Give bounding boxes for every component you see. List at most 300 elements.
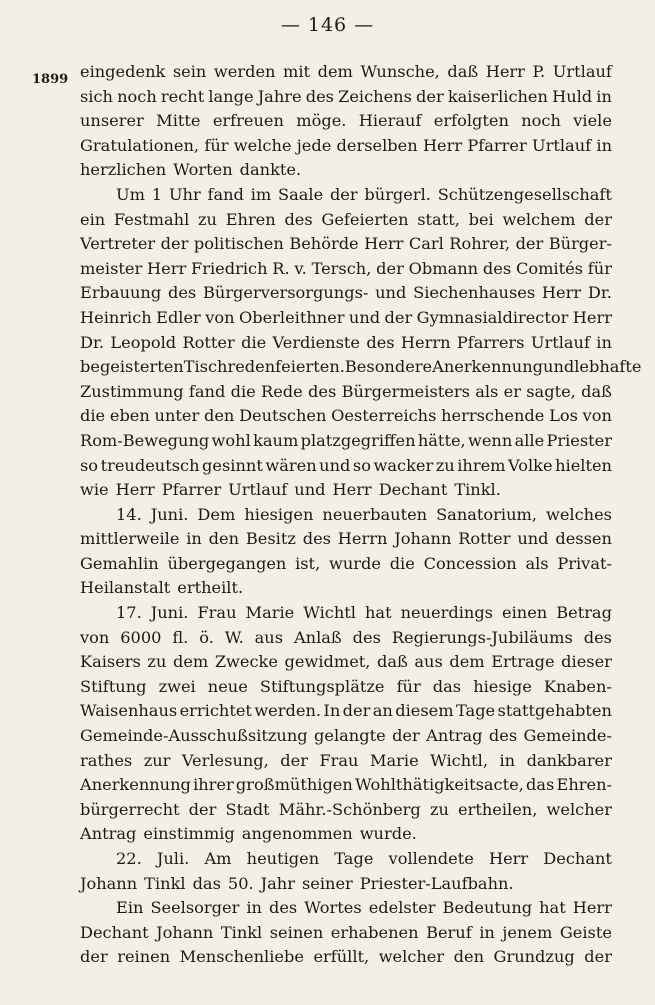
word: zwei bbox=[158, 676, 196, 696]
word: P. bbox=[532, 62, 546, 81]
word: lange bbox=[208, 86, 254, 106]
word: großmüthigen bbox=[235, 775, 353, 795]
word: Saale bbox=[278, 184, 324, 204]
word: Friedrich bbox=[191, 258, 268, 278]
word: und bbox=[294, 480, 326, 500]
word: Johann bbox=[156, 922, 214, 942]
word: ihrer bbox=[193, 775, 234, 795]
word: Besondere bbox=[344, 357, 433, 377]
word: Um bbox=[116, 184, 145, 204]
word: Priester bbox=[546, 430, 612, 450]
word: Tinkl bbox=[220, 922, 263, 942]
word: vollendete bbox=[388, 849, 474, 868]
word: recht bbox=[160, 86, 205, 106]
word: Verdienste bbox=[272, 332, 360, 352]
word: zu bbox=[435, 455, 455, 475]
word: Gemahlin bbox=[80, 553, 159, 573]
word: möge. bbox=[296, 111, 347, 131]
word: Los bbox=[549, 406, 578, 426]
word: Geiste bbox=[559, 922, 612, 942]
word: bürgerl. bbox=[364, 184, 431, 204]
word: Wohlthätigkeitsacte, bbox=[355, 775, 524, 795]
word: Herr bbox=[364, 234, 404, 254]
word: welchem bbox=[502, 209, 576, 229]
word: in bbox=[596, 135, 612, 155]
word: zur bbox=[143, 750, 171, 770]
word: Heilanstalt bbox=[80, 578, 171, 598]
word: Dechant bbox=[378, 480, 448, 500]
word: Uhr bbox=[168, 184, 201, 204]
word: der bbox=[160, 234, 189, 254]
text-line bbox=[80, 478, 612, 503]
word: des bbox=[482, 258, 512, 278]
word: politischen bbox=[193, 234, 284, 254]
word: mit bbox=[283, 62, 311, 81]
word: 1 bbox=[151, 184, 163, 204]
word: Marie bbox=[369, 750, 419, 770]
word: Anlaß bbox=[293, 627, 342, 647]
word: Herr bbox=[488, 849, 529, 868]
word: treudeutsch bbox=[100, 455, 200, 475]
word: diesem bbox=[395, 701, 454, 721]
word: Rom-Bewegung bbox=[80, 430, 210, 450]
word: des bbox=[366, 332, 395, 352]
word: Oesterreichs bbox=[331, 406, 437, 426]
word: Johann bbox=[80, 873, 138, 893]
word: Gefeierten bbox=[321, 209, 409, 229]
word: dieser bbox=[561, 652, 612, 672]
word: Dechant bbox=[543, 849, 612, 868]
word: gewidmet, bbox=[284, 652, 371, 672]
word: Ehren- bbox=[556, 775, 612, 795]
word: den bbox=[203, 406, 235, 426]
word: Grundzug bbox=[493, 947, 575, 967]
word: wären bbox=[265, 455, 317, 475]
word: in bbox=[479, 922, 495, 942]
word: hat bbox=[539, 898, 566, 918]
word: Anerkennung bbox=[80, 775, 191, 795]
word: W. bbox=[224, 627, 244, 647]
word: erfüllt, bbox=[313, 947, 370, 967]
word: jede bbox=[296, 135, 332, 155]
word: Am bbox=[204, 849, 232, 868]
word: Herr bbox=[147, 258, 187, 278]
word: für bbox=[396, 676, 421, 696]
text-line bbox=[80, 699, 612, 724]
word: Mitte bbox=[156, 111, 201, 131]
text-line bbox=[80, 626, 612, 651]
text-line bbox=[80, 724, 612, 749]
word: und bbox=[517, 529, 549, 549]
text-line bbox=[80, 872, 612, 897]
word: einstimmig bbox=[143, 824, 235, 844]
word: für bbox=[204, 135, 229, 155]
word: Juli. bbox=[156, 849, 190, 868]
word: Dr. bbox=[587, 283, 612, 303]
word: der bbox=[188, 799, 217, 819]
word: er bbox=[503, 381, 521, 401]
word: Besitz bbox=[245, 529, 296, 549]
text-line bbox=[80, 847, 612, 872]
word: 17. bbox=[116, 603, 142, 623]
text-block bbox=[80, 60, 642, 970]
word: fand bbox=[188, 381, 226, 401]
word: ist, bbox=[295, 553, 321, 573]
word: dem bbox=[317, 62, 353, 81]
word: Bürgermeisters bbox=[341, 381, 470, 401]
word: die bbox=[80, 406, 106, 426]
word: für bbox=[587, 258, 612, 278]
word: Urtlauf bbox=[531, 135, 592, 155]
word: das bbox=[526, 775, 555, 795]
word: Tage bbox=[456, 701, 496, 721]
word: den bbox=[208, 529, 240, 549]
word: begeisterten bbox=[80, 357, 184, 377]
text-line bbox=[80, 896, 612, 921]
word: Juni. bbox=[150, 504, 189, 524]
text-line bbox=[80, 183, 612, 208]
text-line bbox=[80, 355, 642, 380]
word: erfreuen bbox=[212, 111, 284, 131]
word: dem bbox=[449, 652, 485, 672]
word: Heinrich bbox=[80, 307, 152, 327]
word: Herr bbox=[572, 307, 612, 327]
word: Behörde bbox=[289, 234, 359, 254]
word: der bbox=[384, 307, 413, 327]
word: in bbox=[186, 529, 202, 549]
word: viele bbox=[573, 111, 612, 131]
word: Deutschen bbox=[239, 406, 327, 426]
word: die bbox=[241, 332, 267, 352]
text-line bbox=[80, 454, 612, 479]
word: Wichtl bbox=[303, 603, 356, 623]
word: welcher bbox=[378, 947, 445, 967]
text-line bbox=[80, 749, 612, 774]
word: Seelsorger bbox=[150, 898, 240, 918]
word: Pfarrers bbox=[456, 332, 525, 352]
word: Rotter bbox=[458, 529, 511, 549]
word: der bbox=[342, 701, 371, 721]
word: 22. bbox=[116, 849, 142, 868]
word: die bbox=[230, 381, 256, 401]
text-line bbox=[80, 404, 612, 429]
text-line bbox=[80, 85, 612, 110]
word: jenem bbox=[502, 922, 553, 942]
word: der bbox=[584, 209, 612, 229]
word: kaum bbox=[253, 430, 299, 450]
word: als bbox=[525, 553, 549, 573]
word: Pfarrer bbox=[467, 135, 527, 155]
word: Wunsche, bbox=[360, 62, 440, 81]
word: sein bbox=[172, 62, 207, 81]
word: seinen bbox=[269, 922, 324, 942]
text-line bbox=[80, 429, 612, 454]
word: unter bbox=[154, 406, 200, 426]
word: Wortes bbox=[304, 898, 362, 918]
word: statt, bbox=[417, 209, 460, 229]
word: neuerdings bbox=[400, 603, 493, 623]
word: Frau bbox=[319, 750, 359, 770]
word: noch bbox=[117, 86, 157, 106]
word: bürgerrecht bbox=[80, 799, 180, 819]
word: und bbox=[543, 357, 575, 377]
word: noch bbox=[521, 111, 561, 131]
word: Jahre bbox=[257, 86, 302, 106]
word: Beruf bbox=[426, 922, 472, 942]
word: daß bbox=[447, 62, 479, 81]
word: Kaisers bbox=[80, 652, 141, 672]
word: des bbox=[302, 529, 331, 549]
text-line bbox=[80, 208, 612, 233]
word: Mähr.-Schönberg bbox=[278, 799, 421, 819]
word: Wichtl, bbox=[430, 750, 489, 770]
word: eben bbox=[109, 406, 150, 426]
word: wurde bbox=[328, 553, 381, 573]
word: des bbox=[352, 627, 381, 647]
word: ertheilt. bbox=[177, 578, 244, 598]
text-line bbox=[80, 773, 612, 798]
text-line bbox=[80, 109, 612, 134]
word: Pfarrer bbox=[161, 480, 222, 500]
word: welche bbox=[233, 135, 292, 155]
word: Stadt bbox=[225, 799, 270, 819]
text-line bbox=[80, 921, 612, 946]
word: Gratulationen, bbox=[80, 135, 200, 155]
word: der bbox=[376, 258, 404, 278]
word: so bbox=[352, 455, 371, 475]
text-line bbox=[80, 552, 612, 577]
word: aus bbox=[254, 627, 284, 647]
word: Zeichens bbox=[338, 86, 412, 106]
word: Tinkl bbox=[144, 873, 186, 893]
word: Hierauf bbox=[358, 111, 422, 131]
word: Sanatorium, bbox=[436, 504, 537, 524]
word: Zwecke bbox=[214, 652, 278, 672]
word: Dr. bbox=[80, 332, 105, 352]
word: hiesige bbox=[473, 676, 532, 696]
word: Comités bbox=[515, 258, 583, 278]
word: einen bbox=[502, 603, 548, 623]
word: von bbox=[582, 406, 612, 426]
word: und bbox=[375, 283, 407, 303]
word: der bbox=[329, 184, 358, 204]
word: Stiftung bbox=[80, 676, 147, 696]
word: hätte, bbox=[417, 430, 466, 450]
word: Herr bbox=[485, 62, 525, 81]
word: als bbox=[475, 381, 499, 401]
word: lebhafte bbox=[574, 357, 642, 377]
word: fand bbox=[207, 184, 244, 204]
word: Priester-Laufbahn. bbox=[359, 873, 514, 893]
word: Gemeinde-Ausschußsitzung bbox=[80, 726, 308, 746]
word: Gemeinde- bbox=[523, 726, 612, 746]
word: an bbox=[372, 701, 393, 721]
word: und bbox=[348, 307, 381, 327]
word: Ein bbox=[116, 898, 144, 918]
word: Menschenliebe bbox=[179, 947, 304, 967]
word: der bbox=[416, 86, 444, 106]
word: des bbox=[268, 898, 298, 918]
word: dankte. bbox=[239, 160, 302, 180]
text-line bbox=[80, 675, 612, 700]
word: Ehren bbox=[225, 209, 276, 229]
word: Rotter bbox=[182, 332, 235, 352]
word: aus bbox=[414, 652, 443, 672]
word: gelangte bbox=[314, 726, 386, 746]
word: Volke bbox=[508, 455, 553, 475]
word: Obmann bbox=[408, 258, 479, 278]
word: stattgehabten bbox=[497, 701, 612, 721]
word: dem bbox=[172, 652, 209, 672]
word: 50. bbox=[227, 873, 254, 893]
text-line bbox=[80, 257, 612, 282]
word: hiesigen bbox=[244, 504, 314, 524]
word: der bbox=[280, 750, 308, 770]
word: daß bbox=[377, 652, 408, 672]
word: rathes bbox=[80, 750, 133, 770]
word: heutigen bbox=[246, 849, 320, 868]
word: Edler bbox=[156, 307, 201, 327]
word: Betrag bbox=[556, 603, 612, 623]
word: Bürgerversorgungs- bbox=[203, 283, 369, 303]
text-line bbox=[80, 822, 612, 847]
text-line bbox=[80, 650, 612, 675]
word: dankbarer bbox=[526, 750, 612, 770]
word: und bbox=[319, 455, 351, 475]
word: seiner bbox=[301, 873, 353, 893]
word: errichtet bbox=[179, 701, 252, 721]
word: welcher bbox=[546, 799, 612, 819]
word: angenommen bbox=[241, 824, 353, 844]
word: reinen bbox=[117, 947, 171, 967]
word: erfolgten bbox=[433, 111, 509, 131]
word: Stiftungsplätze bbox=[259, 676, 385, 696]
word: Anerkennung bbox=[432, 357, 544, 377]
text-line bbox=[80, 380, 612, 405]
word: Worten bbox=[173, 160, 233, 180]
word: Dechant bbox=[80, 922, 149, 942]
word: Oberleithner bbox=[238, 307, 345, 327]
word: des bbox=[305, 86, 334, 106]
page-number: — 146 — bbox=[280, 14, 375, 36]
word: wenn bbox=[467, 430, 513, 450]
word: Frau bbox=[197, 603, 237, 623]
word: der bbox=[515, 234, 544, 254]
text-line bbox=[80, 601, 612, 626]
word: sagte, bbox=[526, 381, 576, 401]
word: wohl bbox=[211, 430, 251, 450]
text-line bbox=[80, 281, 612, 306]
word: erhabenen bbox=[330, 922, 419, 942]
word: unserer bbox=[80, 111, 144, 131]
word: ertheilen, bbox=[458, 799, 538, 819]
word: das bbox=[432, 676, 462, 696]
word: 6000 bbox=[120, 627, 162, 647]
word: Erbauung bbox=[80, 283, 162, 303]
word: zu bbox=[198, 209, 217, 229]
word: von bbox=[205, 307, 235, 327]
word: Privat- bbox=[557, 553, 612, 573]
text-line bbox=[80, 945, 612, 970]
word: mittlerweile bbox=[80, 529, 180, 549]
word: v. bbox=[294, 258, 307, 278]
margin-year: 1899 bbox=[32, 72, 69, 87]
word: Leopold bbox=[110, 332, 177, 352]
word: Knaben- bbox=[543, 676, 612, 696]
text-line bbox=[80, 527, 612, 552]
word: Rohrer, bbox=[449, 234, 511, 254]
word: wie bbox=[80, 480, 109, 500]
word: Bedeutung bbox=[442, 898, 533, 918]
word: Jahr bbox=[260, 873, 295, 893]
word: übergegangen bbox=[167, 553, 287, 573]
word: alle bbox=[514, 430, 545, 450]
word: herzlichen bbox=[80, 160, 167, 180]
word: in bbox=[246, 898, 262, 918]
word: welches bbox=[546, 504, 612, 524]
word: Gymnasialdirector bbox=[416, 307, 569, 327]
word: Tinkl. bbox=[454, 480, 501, 500]
word: meister bbox=[80, 258, 143, 278]
word: R. bbox=[272, 258, 290, 278]
word: Herrn bbox=[337, 529, 388, 549]
word: zu bbox=[429, 799, 449, 819]
word: ein bbox=[80, 209, 106, 229]
word: des bbox=[308, 381, 337, 401]
word: hielten bbox=[555, 455, 612, 475]
word: Siechenhauses bbox=[413, 283, 536, 303]
text-line bbox=[80, 60, 612, 85]
word: Herr bbox=[422, 135, 463, 155]
word: Dem bbox=[197, 504, 236, 524]
word: Schützengesellschaft bbox=[437, 184, 612, 204]
word: zu bbox=[147, 652, 167, 672]
word: dessen bbox=[555, 529, 612, 549]
text-line bbox=[80, 576, 612, 601]
word: edelster bbox=[368, 898, 436, 918]
word: Juni. bbox=[150, 603, 189, 623]
word: des bbox=[167, 283, 197, 303]
word: Concession bbox=[423, 553, 517, 573]
word: In bbox=[323, 701, 341, 721]
word: Rede bbox=[261, 381, 303, 401]
word: Herrn bbox=[400, 332, 451, 352]
word: Antrag bbox=[426, 726, 483, 746]
word: der bbox=[80, 947, 108, 967]
word: werden bbox=[213, 62, 276, 81]
word: Herr bbox=[572, 898, 612, 918]
text-line bbox=[80, 232, 612, 257]
word: hat bbox=[365, 603, 392, 623]
word: Verlesung, bbox=[181, 750, 269, 770]
text-line bbox=[80, 134, 612, 159]
word: Waisenhaus bbox=[80, 701, 178, 721]
word: in bbox=[596, 332, 612, 352]
word: Urtlauf bbox=[552, 62, 612, 81]
word: platzgegriffen bbox=[300, 430, 416, 450]
word: Urtlauf bbox=[530, 332, 590, 352]
word: Marie bbox=[245, 603, 295, 623]
word: Urtlauf bbox=[228, 480, 288, 500]
word: derselben bbox=[336, 135, 418, 155]
word: der bbox=[584, 947, 612, 967]
word: ö. bbox=[199, 627, 214, 647]
word: bei bbox=[468, 209, 494, 229]
word: gesinnt bbox=[202, 455, 263, 475]
word: wacker bbox=[373, 455, 434, 475]
word: den bbox=[453, 947, 485, 967]
word: kaiserlichen bbox=[447, 86, 548, 106]
